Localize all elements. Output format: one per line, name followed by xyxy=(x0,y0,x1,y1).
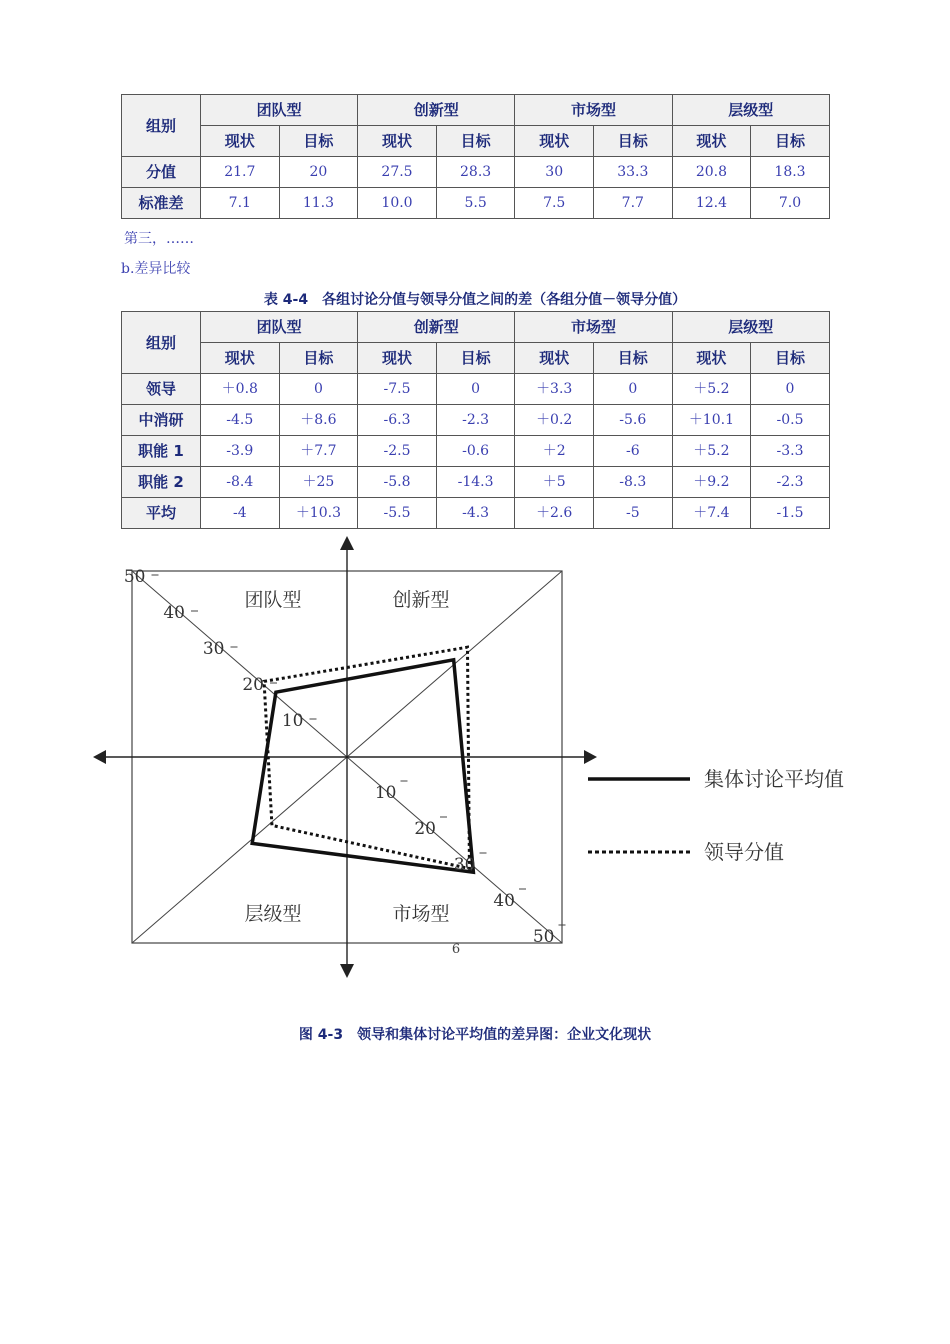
subheader-target: 目标 xyxy=(594,126,673,157)
table-cell: 27.5 xyxy=(358,157,437,188)
tick-label: 50 xyxy=(123,567,146,587)
table-cell: ＋0.2 xyxy=(515,405,594,436)
table-cell: -1.5 xyxy=(751,498,830,529)
row-label: 职能 1 xyxy=(122,436,201,467)
subheader-target: 目标 xyxy=(594,343,673,374)
table-differences xyxy=(121,311,830,529)
quadrant-label: 团队型 xyxy=(244,589,302,611)
table-cell: -2.5 xyxy=(358,436,437,467)
table-cell: -4 xyxy=(201,498,280,529)
table-row xyxy=(122,157,830,188)
tick-label: 30 xyxy=(453,855,476,875)
table-cell: ＋0.8 xyxy=(201,374,280,405)
arrow-right-icon xyxy=(584,750,597,764)
table-cell: 0 xyxy=(751,374,830,405)
table-cell: 18.3 xyxy=(751,157,830,188)
page-number: 6 xyxy=(451,942,461,957)
table-cell: 7.0 xyxy=(751,188,830,219)
table-cell: 28.3 xyxy=(436,157,515,188)
quadrant-label: 市场型 xyxy=(392,903,450,925)
row-label: 分值 xyxy=(122,157,201,188)
table-cell: -3.3 xyxy=(751,436,830,467)
arrow-left-icon xyxy=(93,750,106,764)
arrow-down-icon xyxy=(340,964,354,978)
subheader-current: 现状 xyxy=(358,343,437,374)
tick-label: 40 xyxy=(163,603,185,623)
legend-label: 集体讨论平均值 xyxy=(704,767,844,791)
row-label: 中消研 xyxy=(122,405,201,436)
table-row xyxy=(122,188,830,219)
header-market: 市场型 xyxy=(515,95,672,126)
table-cell: -0.6 xyxy=(436,436,515,467)
table-cell: 10.0 xyxy=(358,188,437,219)
table-cell: 30 xyxy=(515,157,594,188)
header-team: 团队型 xyxy=(201,95,358,126)
table-cell: -6 xyxy=(594,436,673,467)
subheader-current: 现状 xyxy=(201,126,280,157)
table-cell: -3.9 xyxy=(201,436,280,467)
table-cell: ＋25 xyxy=(279,467,358,498)
table-cell: -2.3 xyxy=(751,467,830,498)
culture-difference-chart xyxy=(0,528,950,988)
series-leader-polygon xyxy=(264,647,469,868)
table-cell: -5.8 xyxy=(358,467,437,498)
table-cell: 12.4 xyxy=(672,188,751,219)
row-label: 职能 2 xyxy=(122,467,201,498)
subheader-current: 现状 xyxy=(201,343,280,374)
text-third: 第三，…… xyxy=(124,231,194,247)
tick-label: 50 xyxy=(532,927,555,947)
row-label: 平均 xyxy=(122,498,201,529)
header-innovation: 创新型 xyxy=(358,95,515,126)
text-difference-comparison: b.差异比较 xyxy=(121,261,191,277)
tick-label: 30 xyxy=(202,639,225,659)
subheader-target: 目标 xyxy=(751,126,830,157)
series-group-average-polygon xyxy=(252,660,473,872)
table-cell: -5.6 xyxy=(594,405,673,436)
header-group: 组别 xyxy=(122,312,201,374)
header-hierarchy: 层级型 xyxy=(672,95,829,126)
table-cell: -4.5 xyxy=(201,405,280,436)
subheader-target: 目标 xyxy=(751,343,830,374)
table-row xyxy=(122,405,830,436)
table-cell: -8.3 xyxy=(594,467,673,498)
table-cell: 33.3 xyxy=(594,157,673,188)
table-cell: -6.3 xyxy=(358,405,437,436)
table-cell: 0 xyxy=(279,374,358,405)
table-cell: ＋2 xyxy=(515,436,594,467)
table-cell: ＋7.7 xyxy=(279,436,358,467)
table-cell: ＋9.2 xyxy=(672,467,751,498)
table-cell: ＋8.6 xyxy=(279,405,358,436)
table-cell: 7.1 xyxy=(201,188,280,219)
subheader-current: 现状 xyxy=(672,126,751,157)
table-row xyxy=(122,498,830,529)
tick-label: 20 xyxy=(414,819,436,839)
header-group: 组别 xyxy=(122,95,201,157)
table-cell: 20 xyxy=(279,157,358,188)
table-row xyxy=(122,374,830,405)
table-cell: -14.3 xyxy=(436,467,515,498)
table-cell: -5.5 xyxy=(358,498,437,529)
row-label: 标准差 xyxy=(122,188,201,219)
table-cell: 21.7 xyxy=(201,157,280,188)
subheader-target: 目标 xyxy=(436,126,515,157)
table-cell: ＋5.2 xyxy=(672,374,751,405)
subheader-target: 目标 xyxy=(279,126,358,157)
table-row xyxy=(122,436,830,467)
table-cell: -8.4 xyxy=(201,467,280,498)
table-cell: ＋2.6 xyxy=(515,498,594,529)
table-cell: 7.5 xyxy=(515,188,594,219)
table-cell: 7.7 xyxy=(594,188,673,219)
subheader-current: 现状 xyxy=(515,343,594,374)
tick-label: 20 xyxy=(242,675,264,695)
header-team: 团队型 xyxy=(201,312,358,343)
table-cell: ＋7.4 xyxy=(672,498,751,529)
subheader-current: 现状 xyxy=(672,343,751,374)
header-hierarchy: 层级型 xyxy=(672,312,829,343)
table-caption: 表 4-4 各组讨论分值与领导分值之间的差（各组分值－领导分值） xyxy=(263,292,687,308)
table-cell: 11.3 xyxy=(279,188,358,219)
header-innovation: 创新型 xyxy=(358,312,515,343)
header-market: 市场型 xyxy=(515,312,672,343)
subheader-current: 现状 xyxy=(515,126,594,157)
row-label: 领导 xyxy=(122,374,201,405)
subheader-target: 目标 xyxy=(279,343,358,374)
table-row xyxy=(122,467,830,498)
table-cell: -5 xyxy=(594,498,673,529)
table-cell: 0 xyxy=(594,374,673,405)
quadrant-label: 层级型 xyxy=(244,903,302,925)
quadrant-label: 创新型 xyxy=(392,589,450,611)
table-cell: -7.5 xyxy=(358,374,437,405)
table-cell: 5.5 xyxy=(436,188,515,219)
figure-caption: 图 4-3 领导和集体讨论平均值的差异图：企业文化现状 xyxy=(298,1027,652,1043)
table-cell: -0.5 xyxy=(751,405,830,436)
tick-label: 40 xyxy=(493,891,515,911)
table-cell: ＋5 xyxy=(515,467,594,498)
table-cell: -4.3 xyxy=(436,498,515,529)
table-cell: ＋3.3 xyxy=(515,374,594,405)
table-cell: ＋5.2 xyxy=(672,436,751,467)
subheader-target: 目标 xyxy=(436,343,515,374)
arrow-up-icon xyxy=(340,536,354,550)
legend-label: 领导分值 xyxy=(704,840,784,864)
table-cell: -2.3 xyxy=(436,405,515,436)
subheader-current: 现状 xyxy=(358,126,437,157)
table-cell: 0 xyxy=(436,374,515,405)
table-cell: ＋10.3 xyxy=(279,498,358,529)
table-cell: 20.8 xyxy=(672,157,751,188)
tick-label: 10 xyxy=(281,711,304,731)
table-cell: ＋10.1 xyxy=(672,405,751,436)
tick-label: 10 xyxy=(374,783,397,803)
table-culture-scores xyxy=(121,94,830,219)
